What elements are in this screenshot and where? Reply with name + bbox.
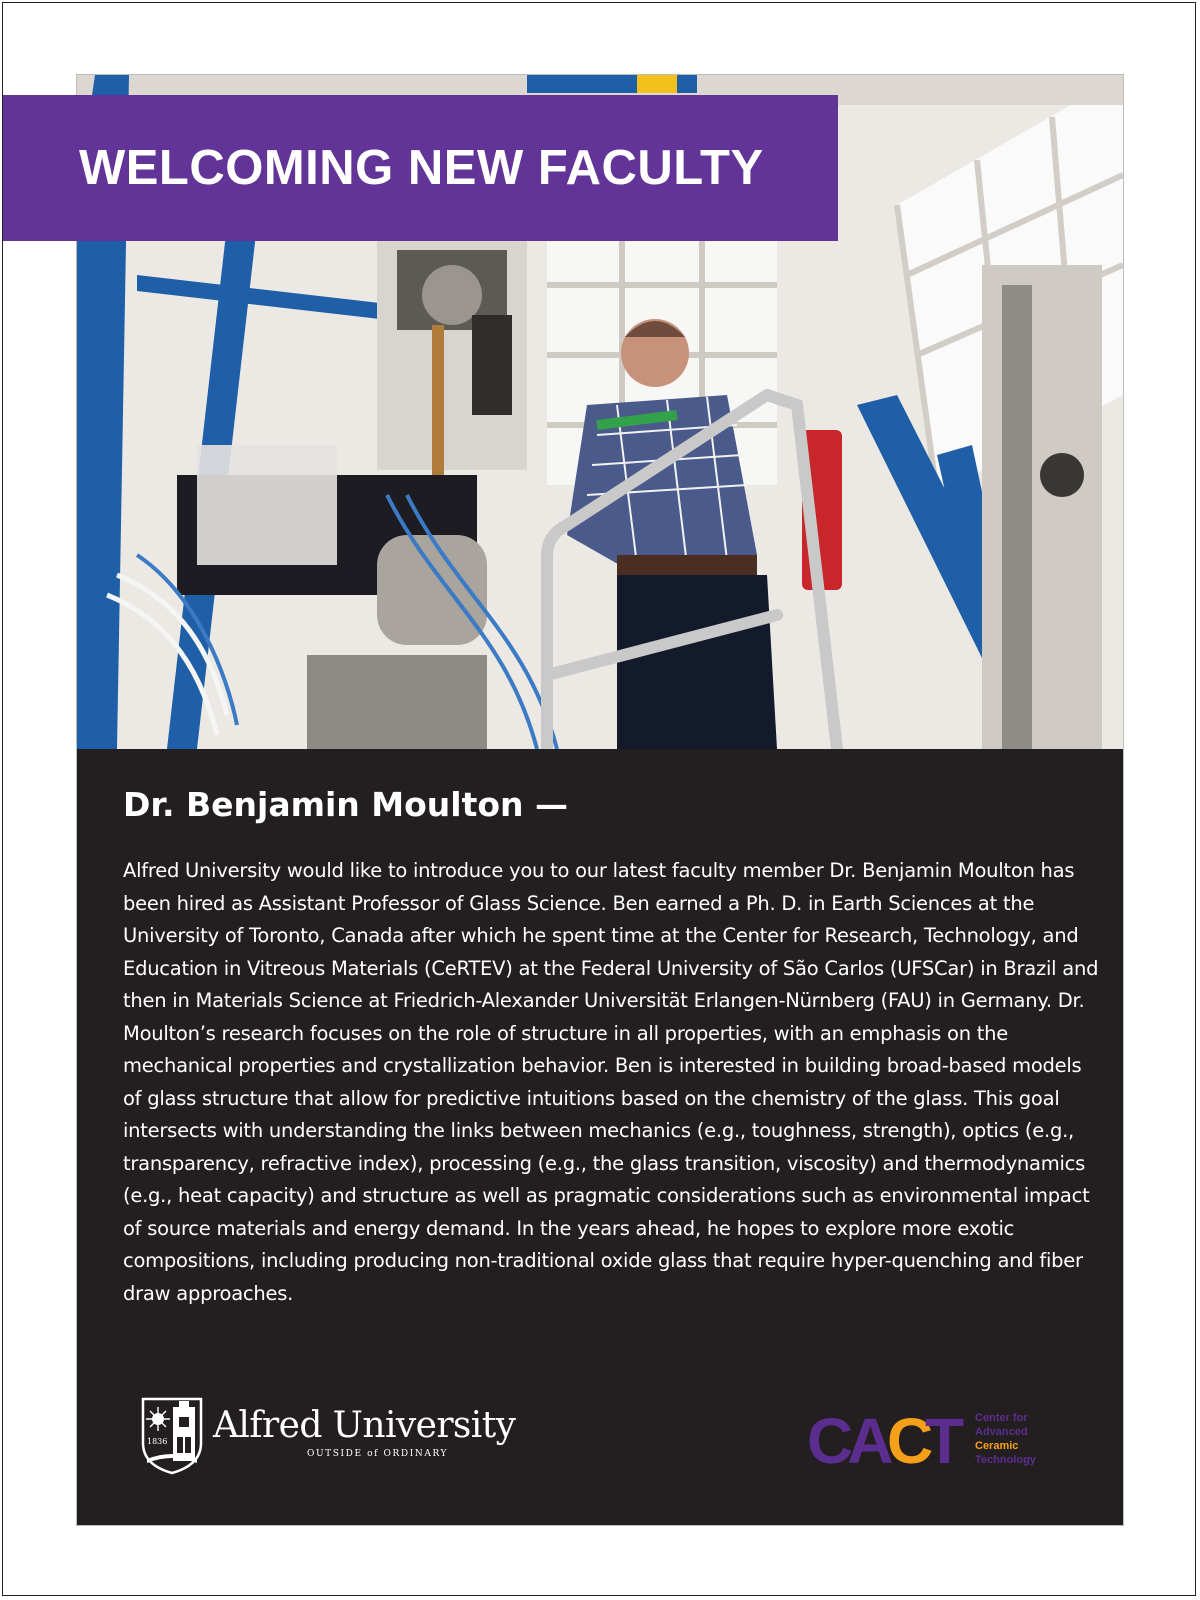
cact-logo [807, 1411, 1067, 1471]
alfred-university-logo [139, 1393, 516, 1479]
cact-wordmark [807, 1411, 967, 1471]
content-area [123, 783, 1105, 1310]
svg-text:CA: CA [807, 1411, 888, 1471]
alfred-shield-icon [139, 1393, 205, 1475]
svg-text:T: T [925, 1411, 965, 1471]
poster [76, 74, 1124, 1526]
cact-line-3: Ceramic [975, 1440, 1019, 1452]
cact-line-2: Advanced [975, 1426, 1028, 1438]
faculty-name: Dr. Benjamin Moulton — [123, 785, 569, 824]
alfred-year: 1836 [147, 1437, 168, 1446]
cact-line-1: Center for [975, 1412, 1028, 1424]
title-banner [3, 95, 838, 241]
cact-line-4: Technology [975, 1454, 1036, 1466]
alfred-wordmark: Alfred University [213, 1405, 516, 1446]
page-title: WELCOMING NEW FACULTY [79, 141, 764, 195]
cact-full-name [975, 1411, 1036, 1467]
alfred-tagline: OUTSIDE of ORDINARY [307, 1449, 449, 1459]
svg-text:C: C [887, 1411, 928, 1471]
faculty-bio: Alfred University would like to introduce you to our latest faculty member Dr. Benjamin Moulton has been hired as Assistant Professor of Glass Science. Ben earned a Ph. D. in Earth Sciences at the University of Toronto, Canada after which he spent time at the Center for Research, Technology, and Education in Vitreous Materials (CeRTEV) at the Federal University of São Carlos (UFSCar) in Brazil and then in Materials Science at Friedrich-Alexander Universität Erlangen-Nürnberg (FAU) in Germany. Dr. Moulton’s research focuses on the role of structure in all properties, with an emphasis on the mechanical properties and crystallization behavior. Ben is interested in building broad-based models of glass structure that allow for predictive intuitions based on the chemistry of the glass. This goal intersects with understanding the links between mechanics (e.g., toughness, strength), optics (e.g., transparency, refractive index), processing (e.g., the glass transition, viscosity) and thermodynamics (e.g., heat capacity) and structure as well as pragmatic considerations such as environmental impact of source materials and energy demand. In the years ahead, he hopes to explore more exotic compositions, including producing non-traditional oxide glass that require hyper-quenching and fiber draw approaches. [123, 859, 1099, 1305]
